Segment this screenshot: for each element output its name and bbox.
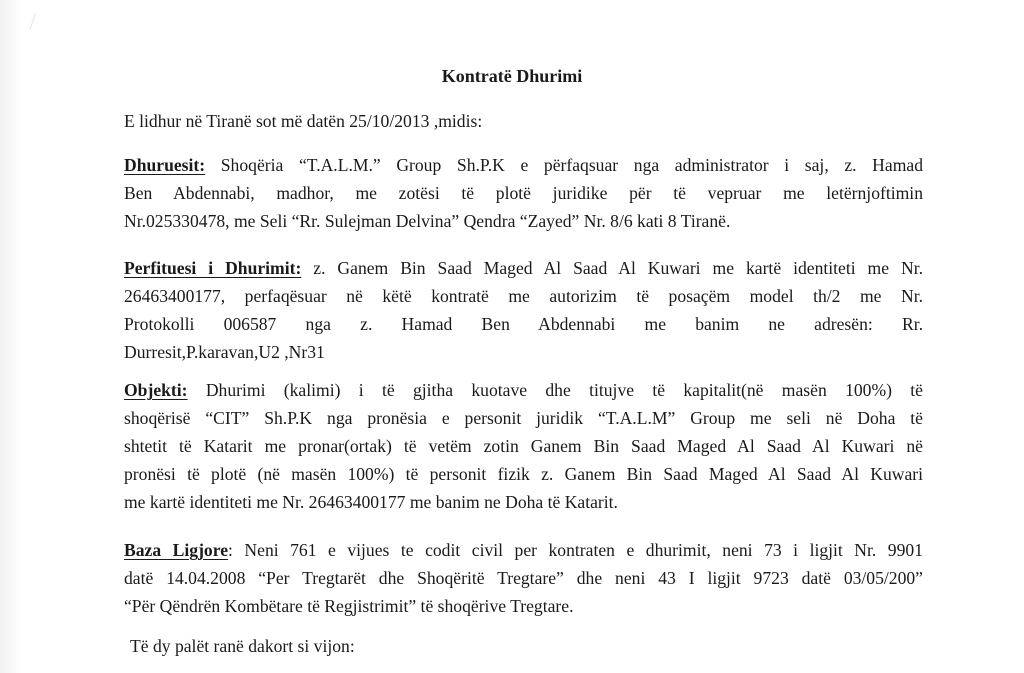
section-label: Perfituesi i Dhurimit: bbox=[124, 258, 302, 278]
section-line: datë 14.04.2008 “Per Tregtarët dhe Shoqëritë Tregtare” dhe neni 43 I ligjit 9723 datë 03/05/200” bbox=[124, 568, 923, 588]
section-line: Baza Ligjore: Neni 761 e vijues te codit civil per kontraten e dhurimit, neni 73 i ligjit Nr. 9901 bbox=[124, 540, 923, 560]
document-title: Kontratë Dhurimi bbox=[441, 66, 583, 86]
section-legal-basis bbox=[124, 536, 923, 620]
section-line: pronësi të plotë (në masën 100%) të personit fizik z. Ganem Bin Saad Maged Al Saad Al Kuwari bbox=[124, 464, 923, 484]
section-line: Dhuruesit: Shoqëria “T.A.L.M.” Group Sh.P.K e përfaqsuar nga administrator i saj, z. Hamad bbox=[124, 155, 923, 175]
section-line: shtetit të Katarit me pronar(ortak) të vetëm zotin Ganem Bin Saad Maged Al Saad Al Kuwari në bbox=[124, 436, 923, 456]
section-line: Objekti: Dhurimi (kalimi) i të gjitha kuotave dhe titujve të kapitalit(në masën 100%) të bbox=[124, 380, 923, 400]
intro-line: E lidhur në Tiranë sot më datën 25/10/2013 ,midis: bbox=[124, 111, 483, 131]
section-line: “Për Qëndrën Kombëtare të Regjistrimit” të shoqërive Tregtare. bbox=[124, 596, 574, 616]
section-line: Nr.025330478, me Seli “Rr. Sulejman Delvina” Qendra “Zayed” Nr. 8/6 kati 8 Tiranë. bbox=[124, 211, 731, 231]
section-label: Baza Ligjore bbox=[124, 540, 229, 560]
section-line: Ben Abdennabi, madhor, me zotësi të plotë juridike për të vepruar me letërnjoftimin bbox=[124, 183, 923, 203]
section-line: shoqërisë “CIT” Sh.P.K nga pronësia e personit juridik “T.A.L.M” Group me seli në Doha të bbox=[124, 408, 923, 428]
section-line: Perfituesi i Dhurimit: z. Ganem Bin Saad Maged Al Saad Al Kuwari me kartë identiteti me Nr. bbox=[124, 258, 923, 278]
scan-shadow bbox=[0, 0, 22, 673]
section-line: Protokolli 006587 nga z. Hamad Ben Abdennabi me banim ne adresën: Rr. bbox=[124, 314, 923, 334]
section-line: 26463400177, perfaqësuar në këtë kontratë me autorizim të posaçëm model th/2 me Nr. bbox=[124, 286, 923, 306]
scan-mark bbox=[29, 13, 45, 34]
section-object bbox=[124, 376, 923, 516]
section-label: Objekti: bbox=[124, 380, 188, 400]
section-donor bbox=[124, 151, 923, 235]
section-beneficiary bbox=[124, 254, 923, 366]
closing-line: Të dy palët ranë dakort si vijon: bbox=[130, 636, 355, 656]
section-line: Durresit,P.karavan,U2 ,Nr31 bbox=[124, 342, 325, 362]
section-line: me kartë identiteti me Nr. 26463400177 me banim ne Doha të Katarit. bbox=[124, 492, 618, 512]
section-label: Dhuruesit: bbox=[124, 155, 206, 175]
